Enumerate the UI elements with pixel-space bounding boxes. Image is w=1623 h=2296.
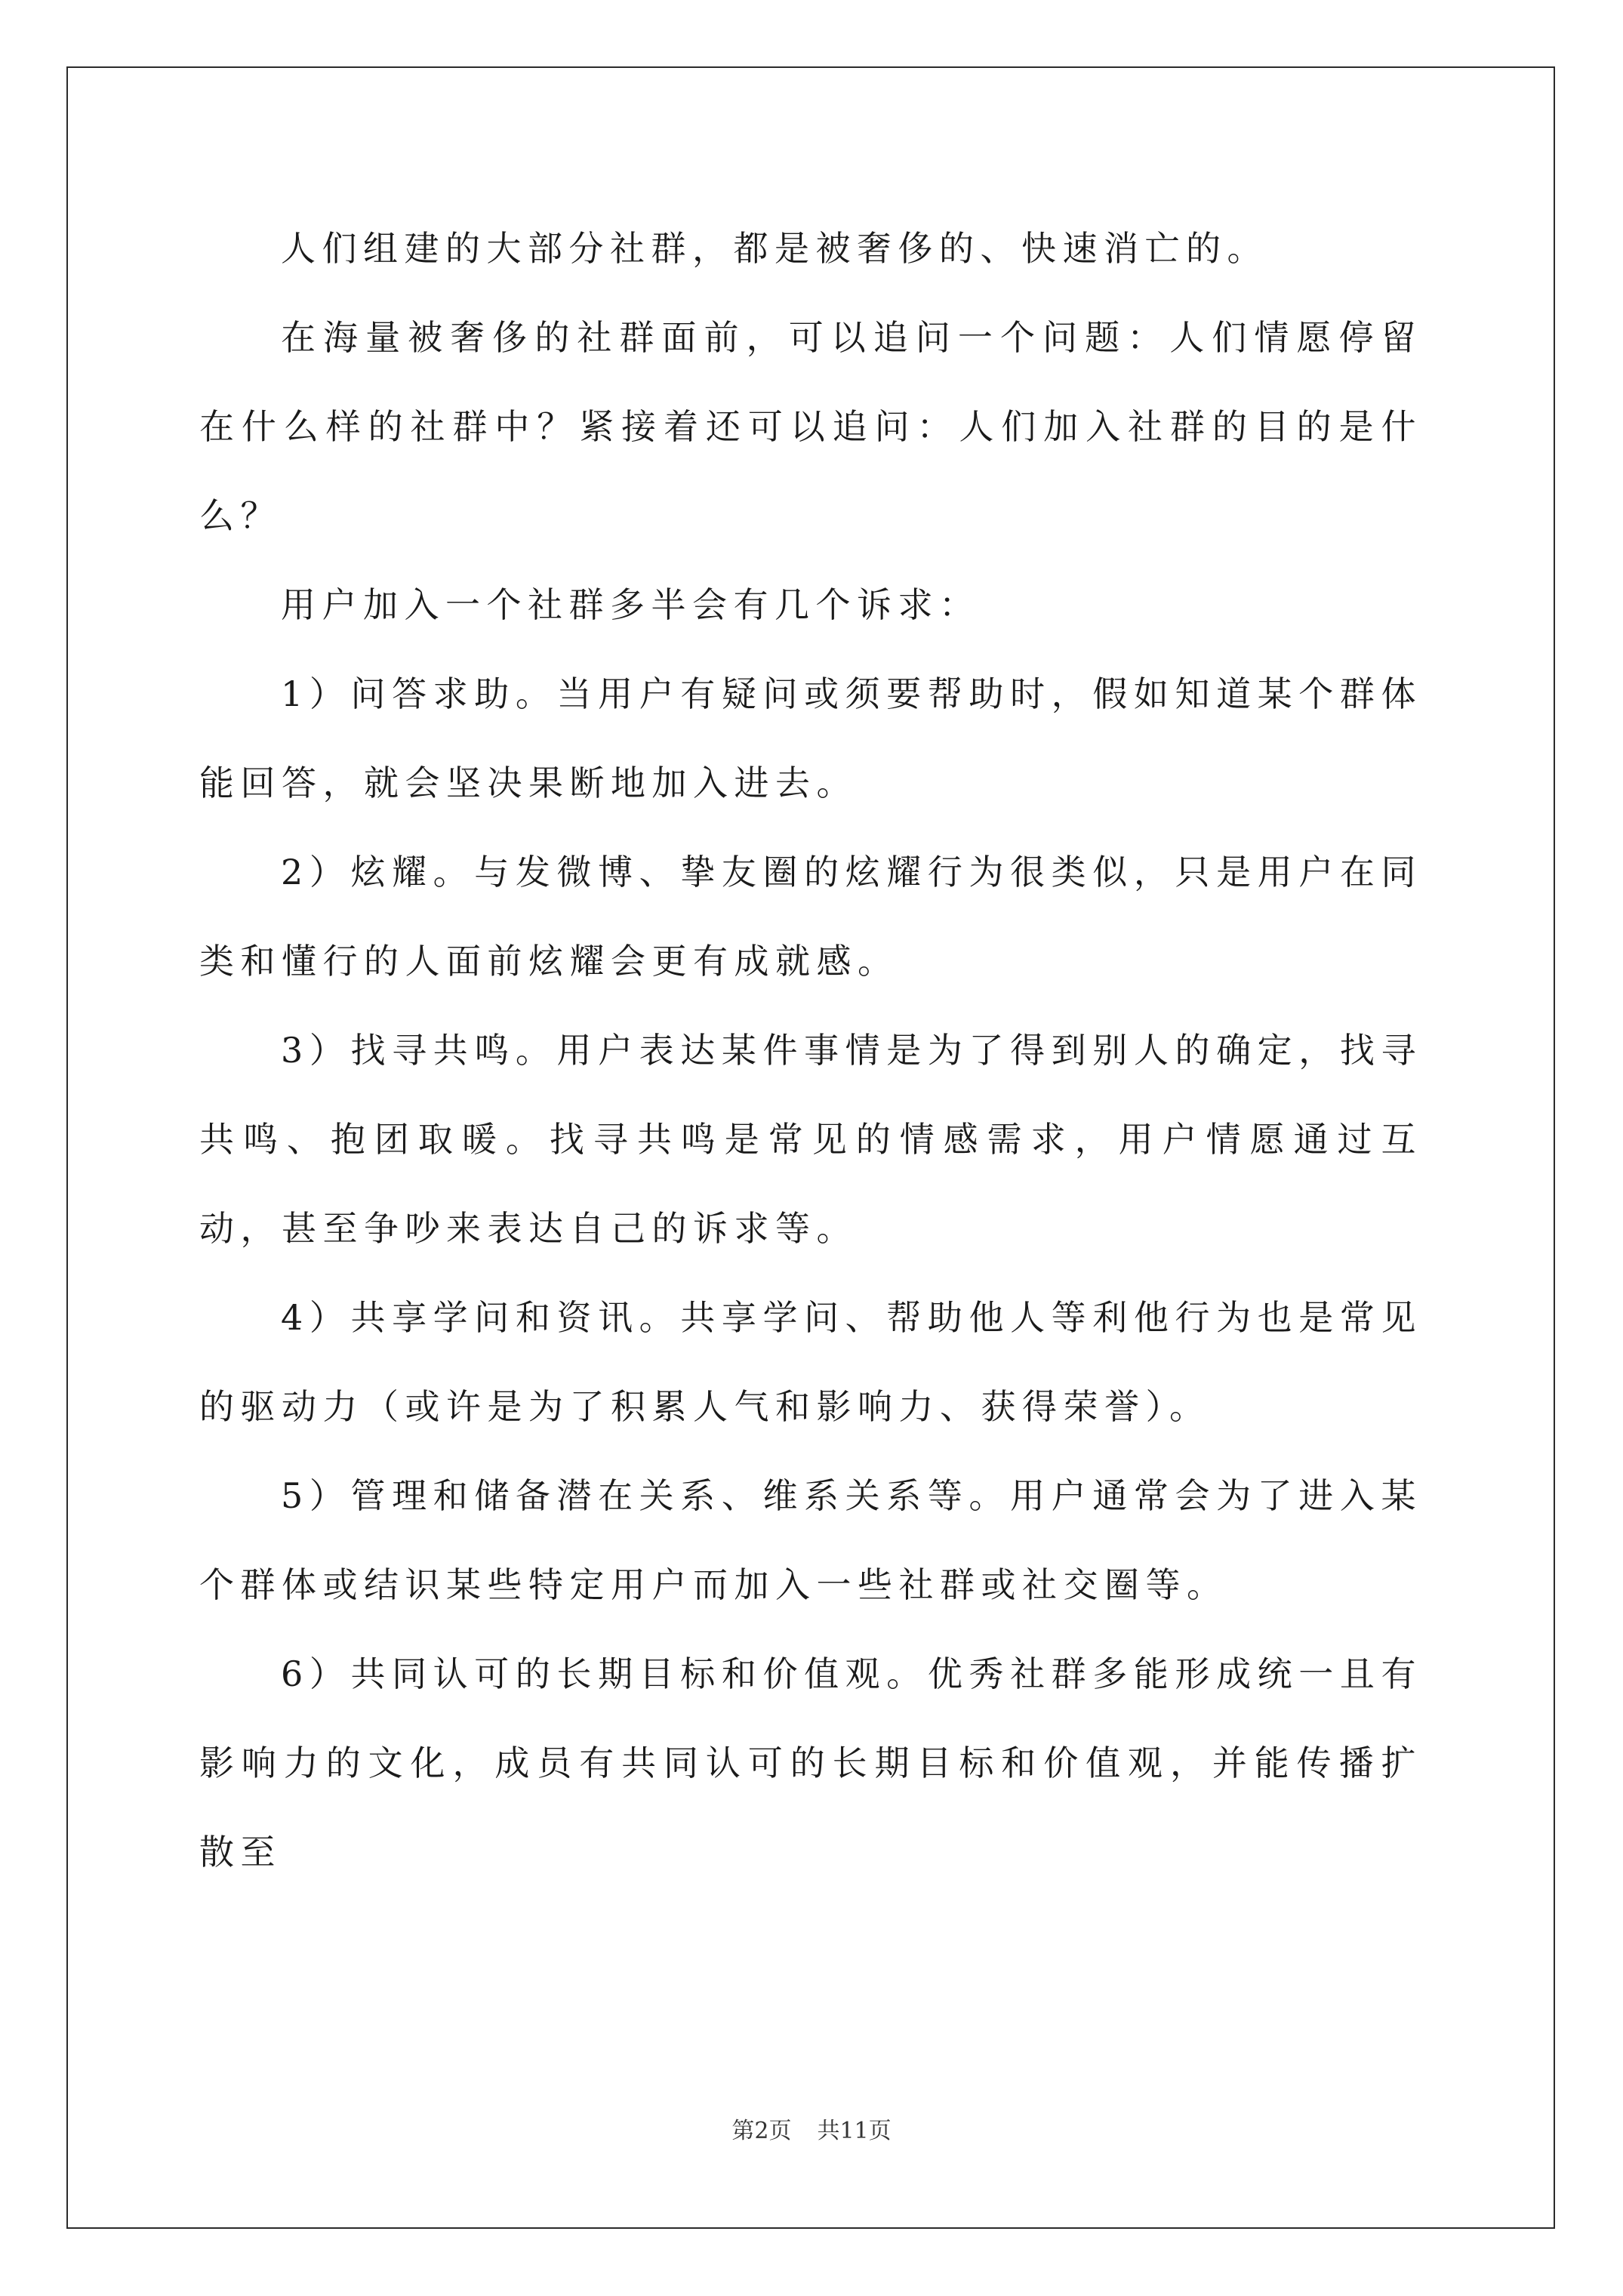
paragraph-9: 6）共同认可的长期目标和价值观。优秀社群多能形成统一且有影响力的文化，成员有共同认可的长期目标和价值观，并能传播扩散至 (199, 1653, 1422, 1872)
page-footer (0, 2116, 1623, 2147)
paragraph-6: 3）找寻共鸣。用户表达某件事情是为了得到别人的确定，找寻共鸣、抱团取暖。找寻共鸣是常见的情感需求，用户情愿通过互动，甚至争吵来表达自己的诉求等。 (199, 1030, 1422, 1249)
paragraph-7: 4）共享学问和资讯。共享学问、帮助他人等利他行为也是常见的驱动力（或许是为了积累人气和影响力、获得荣誉）。 (199, 1297, 1422, 1427)
document-body (199, 204, 1422, 1897)
paragraph-3: 用户加入一个社群多半会有几个诉求： (281, 584, 981, 625)
paragraph-2: 在海量被奢侈的社群面前，可以追问一个问题：人们情愿停留在什么样的社群中？紧接着还可以追问：人们加入社群的目的是什么？ (199, 317, 1422, 536)
page-number: 第2页 (731, 2118, 792, 2144)
paragraph-5: 2）炫耀。与发微博、挚友圈的炫耀行为很类似，只是用户在同类和懂行的人面前炫耀会更有成就感。 (199, 852, 1422, 982)
paragraph-1: 人们组建的大部分社群，都是被奢侈的、快速消亡的。 (281, 228, 1268, 269)
paragraph-8: 5）管理和储备潜在关系、维系关系等。用户通常会为了进入某个群体或结识某些特定用户而加入一些社群或社交圈等。 (199, 1475, 1422, 1605)
paragraph-4: 1）问答求助。当用户有疑问或须要帮助时，假如知道某个群体能回答，就会坚决果断地加入进去。 (199, 673, 1422, 803)
page-total: 共11页 (817, 2118, 892, 2144)
